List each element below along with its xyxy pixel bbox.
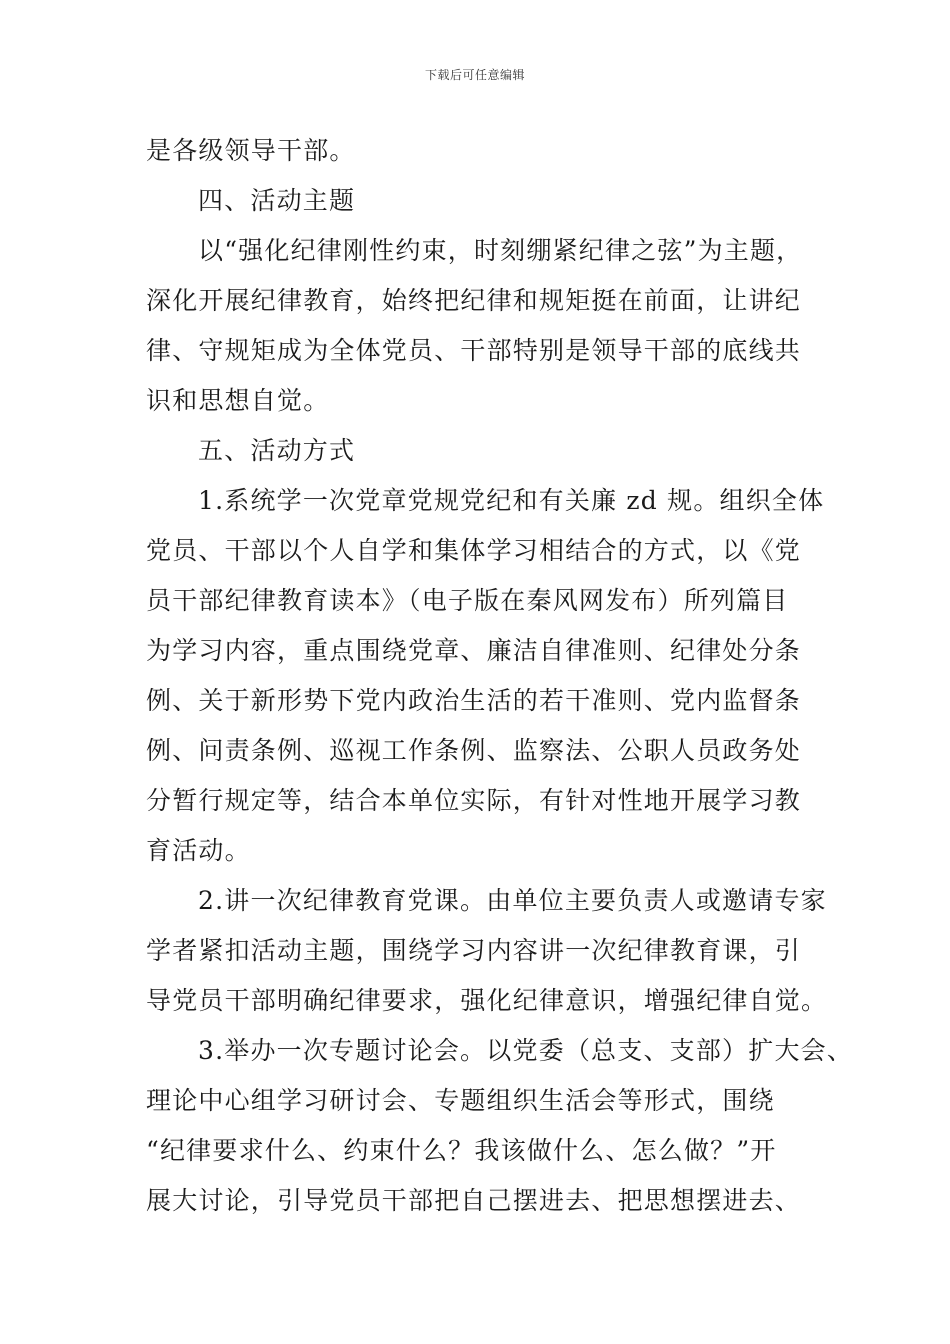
text-line: 例、关于新形势下党内政治生活的若干准则、党内监督条 bbox=[146, 686, 802, 715]
text-line: 例、问责条例、巡视工作条例、监察法、公职人员政务处 bbox=[146, 736, 802, 765]
text-line: 深化开展纪律教育，始终把纪律和规矩挺在前面，让讲纪 bbox=[146, 286, 802, 315]
text-line: 3.举办一次专题讨论会。以党委（总支、支部）扩大会、 bbox=[198, 1036, 854, 1065]
text-line: 党员、干部以个人自学和集体学习相结合的方式，以《党 bbox=[146, 536, 802, 565]
text-line: 1.系统学一次党章党规党纪和有关廉 zd 规。组织全体 bbox=[198, 486, 825, 515]
text-line: 是各级领导干部。 bbox=[146, 136, 356, 165]
text-line: 理论中心组学习研讨会、专题组织生活会等形式，围绕 bbox=[146, 1086, 775, 1115]
document-body bbox=[146, 126, 854, 1226]
text-line: 育活动。 bbox=[146, 836, 251, 865]
text-line: 2.讲一次纪律教育党课。由单位主要负责人或邀请专家 bbox=[198, 886, 827, 915]
text-line: 律、守规矩成为全体党员、干部特别是领导干部的底线共 bbox=[146, 336, 802, 365]
text-line: 分暂行规定等，结合本单位实际，有针对性地开展学习教 bbox=[146, 786, 802, 815]
page-header-note: 下载后可任意编辑 bbox=[424, 68, 525, 82]
text-line: 以“强化纪律刚性约束，时刻绷紧纪律之弦”为主题， bbox=[198, 236, 803, 265]
text-line: 员干部纪律教育读本》（电子版在秦风网发布）所列篇目 bbox=[146, 586, 789, 615]
text-line: 五、活动方式 bbox=[198, 436, 356, 465]
text-line: 四、活动主题 bbox=[198, 186, 356, 215]
text-line: 学者紧扣活动主题，围绕学习内容讲一次纪律教育课，引 bbox=[146, 936, 802, 965]
text-line: 展大讨论，引导党员干部把自己摆进去、把思想摆进去、 bbox=[146, 1186, 802, 1215]
text-line: 导党员干部明确纪律要求，强化纪律意识，增强纪律自觉。 bbox=[146, 986, 828, 1015]
text-line: “纪律要求什么、约束什么？我该做什么、怎么做？”开 bbox=[146, 1136, 777, 1165]
text-line: 为学习内容，重点围绕党章、廉洁自律准则、纪律处分条 bbox=[146, 636, 802, 665]
text-line: 识和思想自觉。 bbox=[146, 386, 330, 415]
